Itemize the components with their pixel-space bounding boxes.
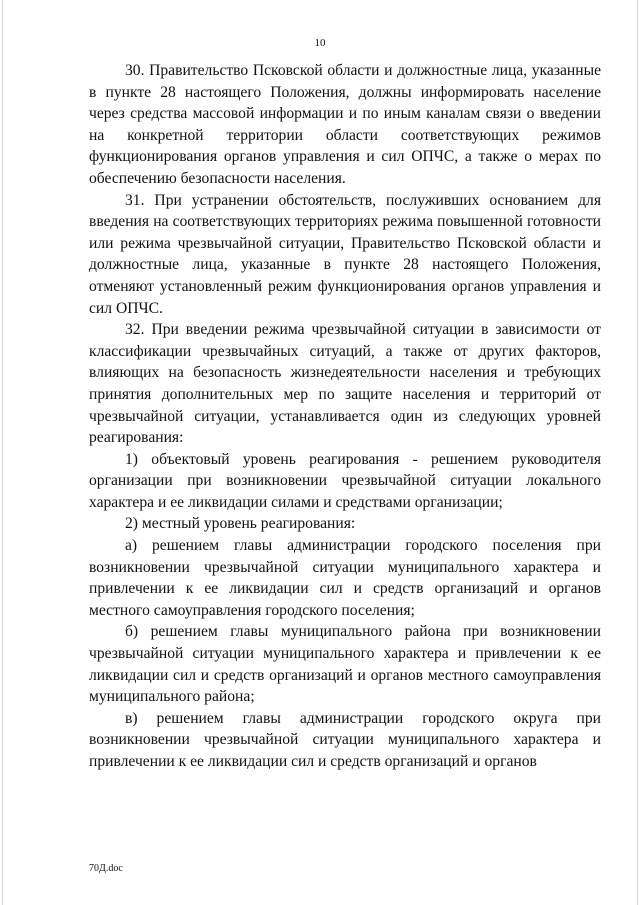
scan-edge-left — [2, 0, 3, 905]
document-body — [89, 60, 601, 773]
paragraph-32: 32. При введении режима чрезвычайной ситуации в зависимости от классификации чрезвычайных ситуаций, а также от других факторов, влияющих на безопасность жизнедеятельности населения и требующих принятия дополнительных мер по защите населения и территорий от чрезвычайной ситуации, устанавливается один из следующих уровней реагирования: — [89, 321, 601, 447]
paragraph-31: 31. При устранении обстоятельств, послуживших основанием для введения на соответствующих территориях режима повышенной готовности или режима чрезвычайной ситуации, Правительство Псковской области и должностные лица, указанные в пункте 28 настоящего Положения, отменяют установленный режим функционирования органов управления и сил ОПЧС. — [89, 191, 601, 317]
page-number: 10 — [314, 37, 326, 49]
paragraph-30: 30. Правительство Псковской области и должностные лица, указанные в пункте 28 настоящего Положения, должны информировать население через средства массовой информации и по иным каналам связи о введении на конкретной территории области соответствующих режимов функционирования органов управления и сил ОПЧС, а также о мерах по обеспечению безопасности населения. — [89, 62, 601, 187]
list-item-object-level: 1) объектовый уровень реагирования - решением руководителя организации при возникновении чрезвычайной ситуации локального характера и ее ликвидации силами и средствами организации; — [89, 450, 601, 511]
sub-item-b: б) решением главы муниципального района при возникновении чрезвычайной ситуации муниципального характера и привлечении к ее ликвидации сил и средств организаций и органов местного самоуправления муниципального района; — [89, 623, 601, 706]
scan-edge-right — [637, 0, 638, 905]
sub-item-v: в) решением главы администрации городского округа при возникновении чрезвычайной ситуации муниципального характера и привлечении к ее ликвидации сил и средств организаций и органов — [89, 709, 601, 770]
sub-item-a: а) решением главы администрации городского поселения при возникновении чрезвычайной ситуации муниципального характера и привлечении к ее ликвидации сил и средств организаций и органов местного самоуправления городского поселения; — [89, 537, 601, 619]
list-item-local-level: 2) местный уровень реагирования: — [125, 515, 356, 533]
footer-filename: 70Д.doc — [89, 863, 123, 874]
